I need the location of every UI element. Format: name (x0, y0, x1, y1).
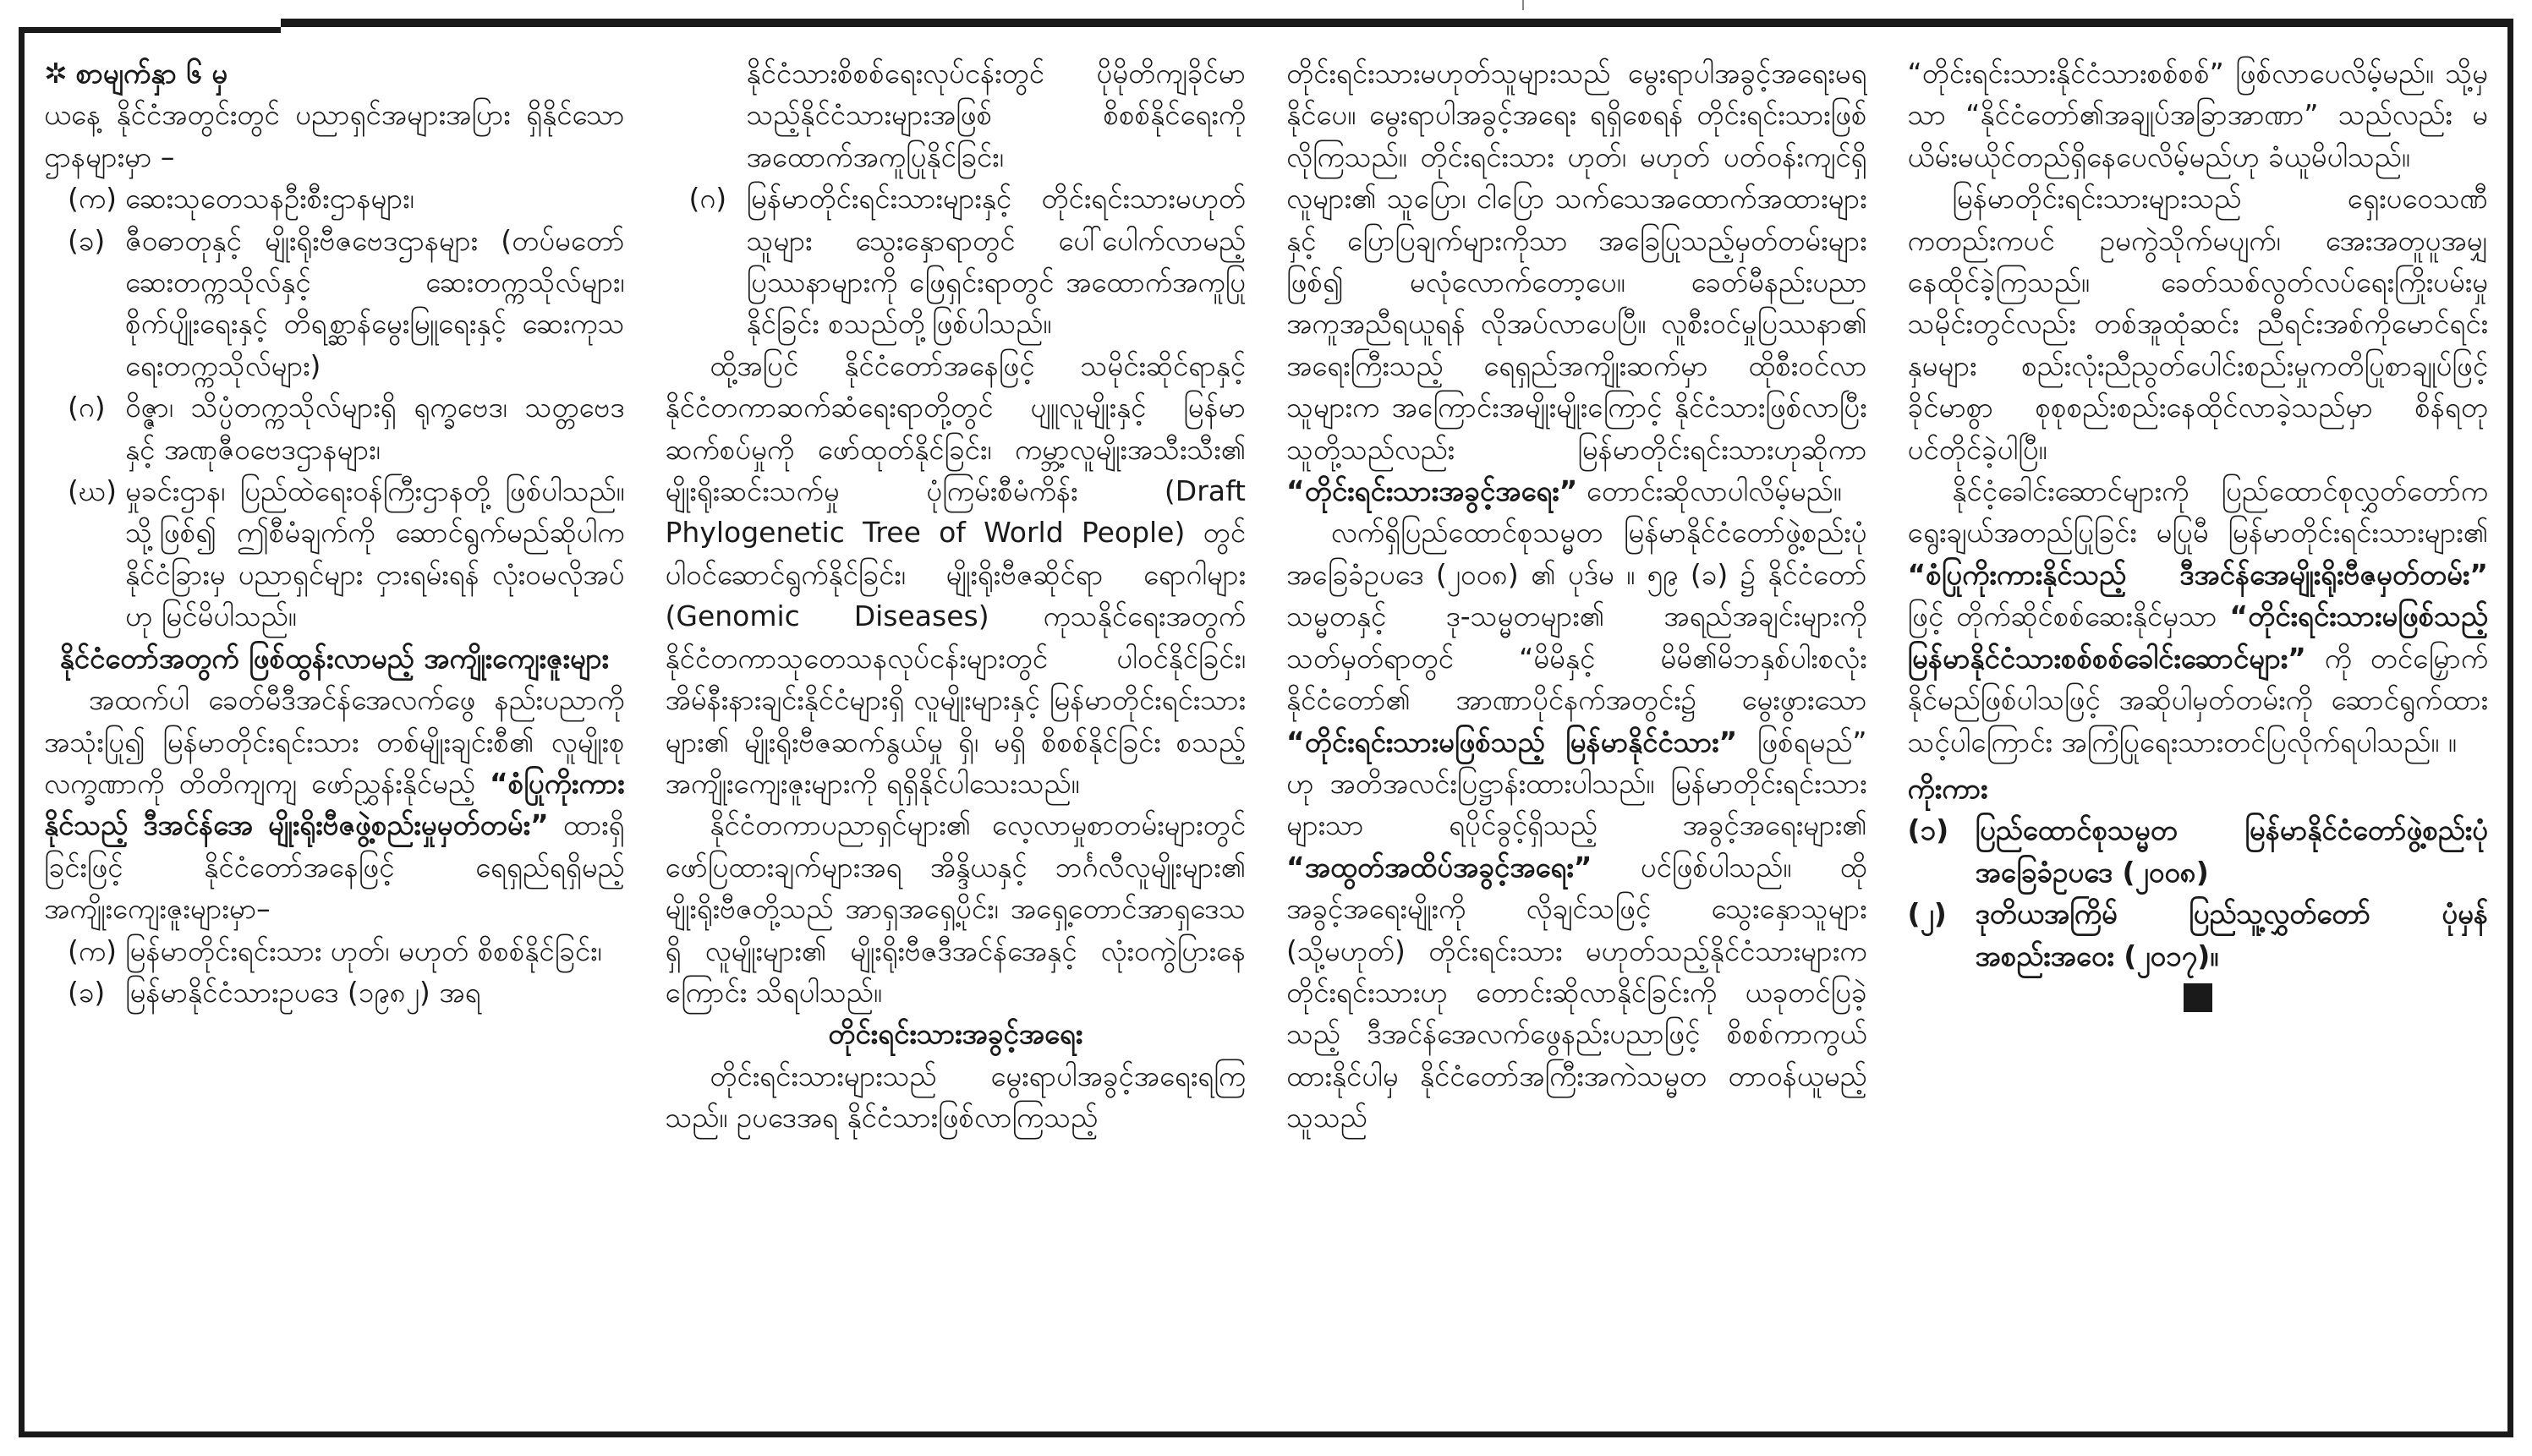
references-heading: ကိုးကား (1907, 771, 1988, 805)
list-item: (က) ဆေးသုတေသနဦးစီးဌာနများ၊ (68, 182, 414, 216)
end-mark-row (1908, 982, 2489, 1023)
list-item: (က) မြန်မာတိုင်းရင်းသား ဟုတ်၊ မဟုတ် စိစစ်နိုင်ခြင်း၊ (68, 933, 602, 967)
continued-kicker: ✲ စာမျက်နှာ ၆ မှ (44, 57, 228, 90)
list-item: (ဂ) မြန်မာတိုင်းရင်းသားများနှင့် တိုင်းရင်းသားမဟုတ်သူများ သွေးနှောရာတွင် ပေါ်ပေါက်လာမည့်ပြဿနာများကို ဖြေရှင်းရာတွင် အထောက်အကူပြုနိုင်ခြင်း စသည်တို့ဖြစ်ပါသည်။ (688, 182, 1246, 341)
paragraph: နိုင်ငံ့ခေါင်းဆောင်များကို ပြည်ထောင်စုလွှတ်တော်က ရွေးချယ်အတည်ပြုခြင်း မပြုမီ မြန်မာတိုင်းရင်းသားများ၏ “စံပြုကိုးကားနိုင်သည့် ဒီအင်န်အေမျိုးရိုးဗီဇမှတ်တမ်း” ဖြင့် တိုက်ဆိုင်စစ်ဆေးနိုင်မှသာ “တိုင်းရင်းသားမဖြစ်သည့် မြန်မာနိုင်ငံသားစစ်စစ်ခေါင်းဆောင်များ” ကို တင်မြှောက်နိုင်မည်ဖြစ်ပါသဖြင့် အဆိုပါမှတ်တမ်းကို ဆောင်ရွက်ထားသင့်ပါကြောင်း အကြံပြုရေးသားတင်ပြလိုက်ရပါသည်။ ။ (1907, 474, 2488, 758)
list-item-continued: နိုင်ငံသားစိစစ်ရေးလုပ်ငန်းတွင် ပိုမိုတိကျခိုင်မာသည့်နိုင်ငံသားများအဖြစ် စိစစ်နိုင်ရေးကို အထောက်အကူပြုနိုင်ခြင်း၊ (746, 57, 1246, 173)
list-item: (ခ) ဇီဝဓာတုနှင့် မျိုးရိုးဗီဇဗေဒဌာနများ (တပ်မတော်ဆေးတက္ကသိုလ်နှင့် ဆေးတက္ကသိုလ်များ၊ စိုက်ပျိုးရေးနှင့် တိရစ္ဆာန်မွေးမြူရေးနှင့် ဆေးကုသရေးတက္ကသိုလ်များ) (68, 223, 625, 382)
reference-item: (၂) ဒုတိယအကြိမ် ပြည်သူ့လွှတ်တော် ပုံမှန်အစည်းအဝေး (၂၀၁၇)။ (1907, 897, 2488, 972)
paragraph: တိုင်းရင်းသားများသည် မွေးရာပါအခွင့်အရေးရကြသည်။ ဥပဒေအရ နိုင်ငံသားဖြစ်လာကြသည့် (665, 1059, 1246, 1135)
top-hairline (1522, 0, 1524, 10)
paragraph: ယနေ့ နိုင်ငံအတွင်းတွင် ပညာရှင်အများအပြား ရှိနိုင်သောဌာနများမှာ – (44, 98, 625, 173)
end-square-icon (2184, 983, 2212, 1012)
list-item: (ခ) မြန်မာနိုင်ငံသားဥပဒေ (၁၉၈၂) အရ (68, 975, 481, 1009)
column-3 (1286, 52, 1867, 1415)
column-1 (44, 52, 625, 1415)
paragraph: တိုင်းရင်းသားမဟုတ်သူများသည် မွေးရာပါအခွင့်အရေးမရနိုင်ပေ။ မွေးရာပါအခွင့်အရေး ရရှိစေရန် တိုင်းရင်းသားဖြစ်လိုကြသည်။ တိုင်းရင်းသား ဟုတ်၊ မဟုတ် ပတ်ဝန်းကျင်ရှိ လူများ၏ သူပြော၊ ငါပြော သက်သေအထောက်အထားများနှင့် ပြောပြချက်များကိုသာ အခြေပြုသည့်မှတ်တမ်းများဖြစ်၍ မလုံလောက်တော့ပေ။ ခေတ်မီနည်းပညာ အကူအညီရယူရန် လိုအပ်လာပေပြီ။ လူစီးဝင်မှုပြဿနာ၏ အရေးကြီးသည့် ရေရှည်အကျိုးဆက်မှာ ထိုစီးဝင်လာသူများက အကြောင်းအမျိုးမျိုးကြောင့် နိုင်ငံသားဖြစ်လာပြီး သူတို့သည်လည်း မြန်မာတိုင်းရင်းသားဟုဆိုကာ “တိုင်းရင်းသားအခွင့်အရေး” တောင်းဆိုလာပါလိမ့်မည်။ (1286, 57, 1867, 508)
paragraph: နိုင်ငံတကာပညာရှင်များ၏ လေ့လာမှုစာတမ်းများတွင် ဖော်ပြထားချက်များအရ အိန္ဒိယနှင့် ဘင်္ဂလီလူမျိုးများ၏ မျိုးရိုးဗီဇတို့သည် အာရှအရှေ့ပိုင်း၊ အရှေ့တောင်အာရှဒေသရှိ လူမျိုးများ၏ မျိုးရိုးဗီဇဒီအင်န်အေနှင့် လုံးဝကွဲပြားနေကြောင်း သိရပါသည်။ (665, 808, 1246, 1009)
paragraph: “တိုင်းရင်းသားနိုင်ငံသားစစ်စစ်” ဖြစ်လာပေလိမ့်မည်။ သို့မှသာ “နိုင်ငံတော်၏အချုပ်အခြာအာဏာ” သည်လည်း မယိမ်းမယိုင်တည်ရှိနေပေလိမ့်မည်ဟု ခံယူမိပါသည်။ (1907, 57, 2488, 173)
list-item: (ဂ) ဝိဇ္ဇာ၊ သိပ္ပံတက္ကသိုလ်များရှိ ရုက္ခဗေဒ၊ သတ္တဗေဒနှင့် အဏုဇီဝဗေဒဌာနများ၊ (68, 391, 625, 466)
list-item: (ဃ) မှုခင်းဌာန၊ ပြည်ထဲရေးဝန်ကြီးဌာနတို့ ဖြစ်ပါသည်။ သို့ဖြစ်၍ ဤစီမံချက်ကို ဆောင်ရွက်မည်ဆိုပါက နိုင်ငံခြားမှ ပညာရှင်များ ငှားရမ်းရန် လုံးဝမလိုအပ်ဟု မြင်မိပါသည်။ (68, 474, 625, 633)
top-rule (281, 19, 2513, 27)
section-heading: တိုင်းရင်းသားအခွင့်အရေး (828, 1017, 1083, 1051)
reference-item: (၁) ပြည်ထောင်စုသမ္မတ မြန်မာနိုင်ငံတော်ဖွဲ့စည်းပုံအခြေခံဥပဒေ (၂၀၀၈) (1907, 813, 2488, 889)
column-4 (1908, 52, 2489, 1415)
paragraph: မြန်မာတိုင်းရင်းသားများသည် ရှေးပဝေသဏီကတည်းကပင် ဥမကွဲသိုက်မပျက်၊ အေးအတူပူအမျှနေထိုင်ခဲ့ကြသည်။ ခေတ်သစ်လွတ်လပ်ရေးကြိုးပမ်းမှုသမိုင်းတွင်လည်း တစ်အူထုံဆင်း ညီရင်းအစ်ကိုမောင်ရင်းနှမများ စည်းလုံးညီညွတ်ပေါင်းစည်းမှုကတိပြုစာချုပ်ဖြင့် ခိုင်မာစွာ စုစုစည်းစည်းနေထိုင်လာခဲ့သည်မှာ စိန်ရတုပင်တိုင်ခဲ့ပါပြီ။ (1907, 182, 2488, 466)
paragraph: အထက်ပါ ခေတ်မီဒီအင်န်အေလက်ဖွေ နည်းပညာကို အသုံးပြု၍ မြန်မာတိုင်းရင်းသား တစ်မျိုးချင်းစီ၏ လူမျိုးစုလက္ခဏာကို တိတိကျကျ ဖော်ညွှန်းနိုင်မည့် “စံပြုကိုးကားနိုင်သည့် ဒီအင်န်အေ မျိုးရိုးဗီဇဖွဲ့စည်းမှုမှတ်တမ်း” ထားရှိခြင်းဖြင့် နိုင်ငံတော်အနေဖြင့် ရေရှည်ရရှိမည့် အကျိုးကျေးဇူးများမှာ– (44, 683, 625, 926)
paragraph: လက်ရှိပြည်ထောင်စုသမ္မတ မြန်မာနိုင်ငံတော်ဖွဲ့စည်းပုံအခြေခံဥပဒေ (၂၀၀၈) ၏ ပုဒ်မ ။ ၅၉ (ခ) ၌ နိုင်ငံတော်သမ္မတနှင့် ဒု-သမ္မတများ၏ အရည်အချင်းများကို သတ်မှတ်ရာတွင် “မိမိနှင့် မိမိ၏မိဘနှစ်ပါးစလုံး နိုင်ငံတော်၏ အာဏာပိုင်နက်အတွင်း၌ မွေးဖွားသော “တိုင်းရင်းသားမဖြစ်သည့် မြန်မာနိုင်ငံသား” ဖြစ်ရမည်” ဟု အတိအလင်းပြဋ္ဌာန်းထားပါသည်။ မြန်မာတိုင်းရင်းသားများသာ ရပိုင်ခွင့်ရှိသည့် အခွင့်အရေးများ၏ “အထွတ်အထိပ်အခွင့်အရေး” ပင်ဖြစ်ပါသည်။ ထိုအခွင့်အရေးမျိုးကို လိုချင်သဖြင့် သွေးနှောသူများ (သို့မဟုတ်) တိုင်းရင်းသား မဟုတ်သည့်နိုင်ငံသားများက တိုင်းရင်းသားဟု တောင်းဆိုလာနိုင်ခြင်းကို ယခုတင်ပြခဲ့သည့် ဒီအင်န်အေလက်ဖွေနည်းပညာဖြင့် စိစစ်ကာကွယ်ထားနိုင်ပါမှ နိုင်ငံတော်အကြီးအကဲသမ္မတ တာဝန်ယူမည့်သူသည် (1286, 516, 1867, 1135)
paragraph: ထို့အပြင် နိုင်ငံတော်အနေဖြင့် သမိုင်းဆိုင်ရာနှင့် နိုင်ငံတကာဆက်ဆံရေးရာတို့တွင် ပျူလူမျိုးနှင့် မြန်မာဆက်စပ်မှုကို ဖော်ထုတ်နိုင်ခြင်း၊ ကမ္ဘာ့လူမျိုးအသီးသီး၏ မျိုးရိုးဆင်းသက်မှု ပုံကြမ်းစီမံကိန်း (Draft Phylogenetic Tree of World People) တွင် ပါဝင်ဆောင်ရွက်နိုင်ခြင်း၊ မျိုးရိုးဗီဇဆိုင်ရာ ရောဂါများ (Genomic Diseases) ကုသနိုင်ရေးအတွက် နိုင်ငံတကာသုတေသနလုပ်ငန်းများတွင် ပါဝင်နိုင်ခြင်း၊ အိမ်နီးနားချင်းနိုင်ငံများရှိ လူမျိုးများနှင့် မြန်မာတိုင်းရင်းသားများ၏ မျိုးရိုးဗီဇဆက်နွယ်မှု ရှိ၊ မရှိ စိစစ်နိုင်ခြင်း စသည့်အကျိုးကျေးဇူးများကို ရရှိနိုင်ပါသေးသည်။ (665, 348, 1246, 800)
asterisk-icon: ✲ (44, 57, 68, 90)
column-2 (666, 52, 1247, 1415)
section-heading: နိုင်ငံတော်အတွက် ဖြစ်ထွန်းလာမည့် အကျိုးကျေးဇူးများ (59, 641, 609, 675)
article-columns (44, 52, 2488, 1415)
